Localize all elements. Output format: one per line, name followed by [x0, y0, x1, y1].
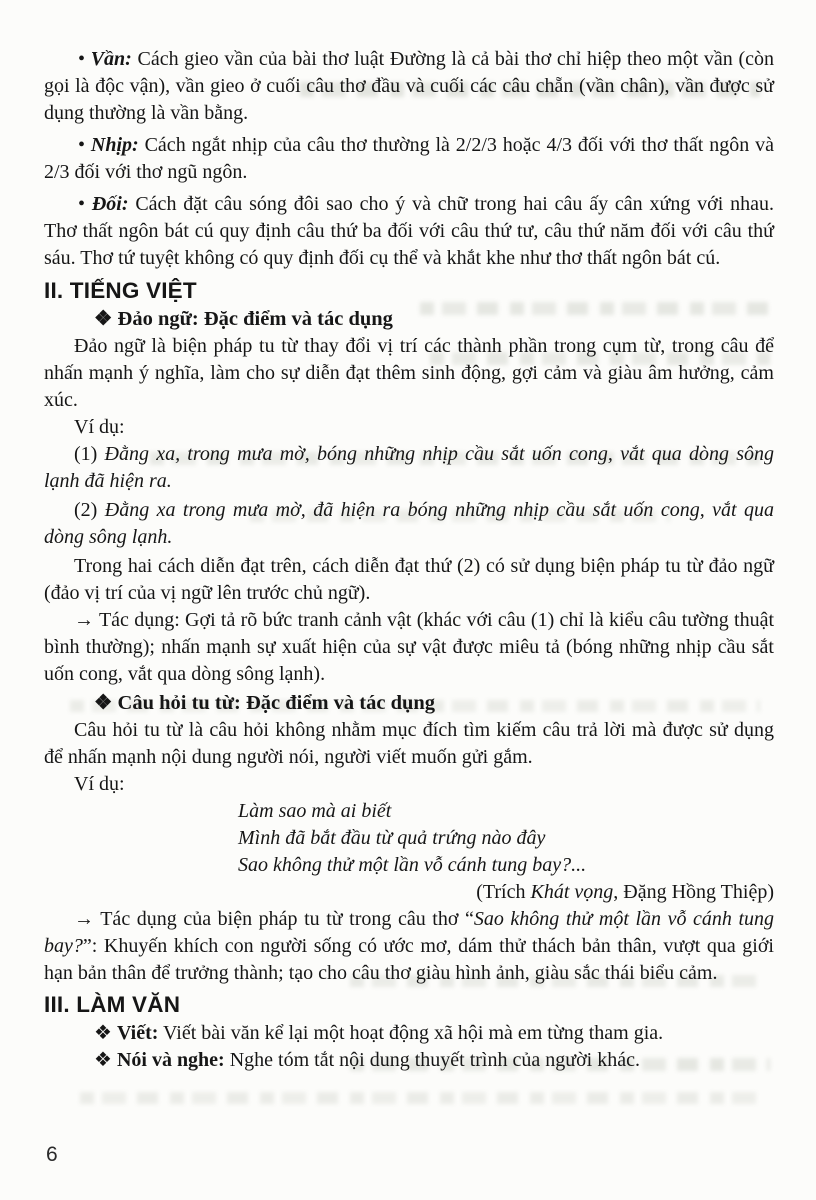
- effect-paragraph-2: [44, 906, 774, 987]
- page-number: 6: [46, 1143, 58, 1166]
- page-body: [44, 46, 774, 1074]
- bleed-through-artifact: [80, 1092, 760, 1104]
- example-label: Ví dụ:: [74, 416, 125, 438]
- diamond-icon: ❖: [94, 1049, 112, 1071]
- nhip-bullet: [44, 132, 774, 186]
- cau-hoi-subheading: [44, 690, 774, 717]
- viet-item: [44, 1020, 774, 1047]
- poem-line: Làm sao mà ai biết: [238, 800, 392, 822]
- doi-bullet: [44, 191, 774, 272]
- poem-line: Sao không thử một lần vỗ cánh tung bay?...: [238, 854, 587, 876]
- citation-work-title: Khát vọng: [530, 881, 614, 903]
- nhip-text: Cách ngắt nhịp của câu thơ thường là 2/2/3 hoặc 4/3 đối với thơ thất ngôn và 2/3 đối với thơ ngũ ngôn.: [44, 134, 775, 183]
- dao-ngu-title: Đảo ngữ: Đặc điểm và tác dụng: [117, 308, 393, 330]
- poem-citation: [44, 879, 774, 906]
- noi-va-nghe-label: Nói và nghe:: [116, 1049, 225, 1071]
- example-2: [44, 497, 774, 551]
- diamond-icon: ❖: [94, 692, 113, 714]
- doi-text: Cách đặt câu sóng đôi sao cho ý và chữ trong hai câu ấy cân xứng với nhau. Thơ thất ngôn bát cú quy định câu thứ ba đối với câu thứ tư, câu thứ năm đối với câu thứ sáu. Thơ tứ tuyệt không có quy định đối cụ thể và khắt khe như thơ thất ngôn bát cú.: [44, 193, 775, 269]
- comparison-paragraph: Trong hai cách diễn đạt trên, cách diễn đạt thứ (2) có sử dụng biện pháp tu từ đảo ngữ (đảo vị trí của vị ngữ lên trước chủ ngữ).: [44, 555, 774, 604]
- example-1-text: Đằng xa, trong mưa mờ, bóng những nhịp cầu sắt uốn cong, vắt qua dòng sông lạnh đã hiện ra.: [44, 443, 774, 492]
- diamond-icon: ❖: [94, 308, 113, 330]
- diamond-icon: ❖: [94, 1022, 112, 1044]
- effect-2-quote: Sao không thử một lần vỗ cánh tung bay?: [44, 908, 775, 957]
- nhip-label: Nhịp:: [90, 134, 139, 156]
- effect-paragraph: [44, 607, 774, 688]
- effect-2-prefix: Tác dụng của biện pháp tu từ trong câu thơ “: [100, 908, 474, 930]
- van-label: Vần:: [90, 48, 132, 70]
- van-bullet: [44, 46, 774, 127]
- doi-label: Đối:: [91, 193, 129, 215]
- viet-label: Viết:: [116, 1022, 159, 1044]
- noi-va-nghe-text: Nghe tóm tắt nội dung thuyết trình của người khác.: [229, 1049, 640, 1071]
- effect-2-suffix: ”: Khuyến khích con người sống có ước mơ, dám thử thách bản thân, vượt qua giới hạn bản thân để trưởng thành; tạo cho câu thơ giàu hình ảnh, giàu sắc thái biểu cảm.: [44, 935, 774, 984]
- van-text: Cách gieo vần của bài thơ luật Đường là cả bài thơ chỉ hiệp theo một vần (còn gọi là độc vận), vần gieo ở cuối câu thơ đầu và cuối các câu chẵn (vần chân), vần được sử dụng thường là vần bằng.: [44, 48, 775, 124]
- effect-text: Tác dụng: Gợi tả rõ bức tranh cảnh vật (khác với câu (1) chỉ là kiểu câu tường thuật bình thường); nhấn mạnh sự xuất hiện của sự vật được miêu tả (bóng những nhịp cầu sắt uốn cong, vắt qua dòng sông lạnh).: [44, 609, 774, 685]
- citation-prefix: (Trích: [476, 881, 531, 903]
- poem-line: Mình đã bắt đầu từ quả trứng nào đây: [238, 827, 546, 849]
- example-1: [44, 441, 774, 495]
- arrow-icon: →: [74, 609, 94, 631]
- cau-hoi-title: Câu hỏi tu từ: Đặc điểm và tác dụng: [117, 692, 436, 714]
- example-2-text: Đằng xa trong mưa mờ, đã hiện ra bóng những nhịp cầu sắt uốn cong, vắt qua dòng sông lạnh.: [44, 499, 774, 548]
- cau-hoi-definition: Câu hỏi tu từ là câu hỏi không nhằm mục đích tìm kiếm câu trả lời mà được sử dụng để nhấn mạnh nội dung người nói, người viết muốn gửi gắm.: [44, 719, 774, 768]
- bullet-dot-icon: •: [78, 193, 86, 215]
- viet-text: Viết bài văn kể lại một hoạt động xã hội mà em từng tham gia.: [163, 1022, 664, 1044]
- arrow-icon: →: [74, 908, 94, 930]
- tieng-viet-heading: II. TIẾNG VIỆT: [44, 278, 197, 303]
- noi-va-nghe-item: [44, 1047, 774, 1074]
- citation-author: , Đặng Hồng Thiệp): [613, 881, 774, 903]
- bullet-dot-icon: •: [78, 48, 86, 70]
- bullet-dot-icon: •: [78, 134, 86, 156]
- lam-van-heading: III. LÀM VĂN: [44, 992, 181, 1017]
- example-label-2: Ví dụ:: [74, 773, 125, 795]
- example-2-number: (2): [74, 499, 98, 521]
- dao-ngu-definition: Đảo ngữ là biện pháp tu từ thay đổi vị trí các thành phần trong cụm từ, trong câu để nhấn mạnh ý nghĩa, làm cho sự diễn đạt thêm sinh động, gợi cảm và giàu âm hưởng, cảm xúc.: [44, 335, 774, 411]
- dao-ngu-subheading: [44, 306, 774, 333]
- example-1-number: (1): [74, 443, 98, 465]
- poem: [238, 798, 774, 879]
